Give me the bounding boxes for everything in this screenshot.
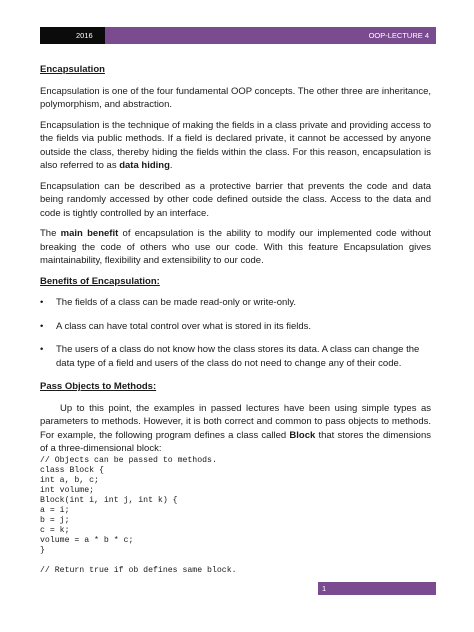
code-line: class Block { — [40, 465, 104, 475]
code-line: volume = a * b * c; — [40, 535, 134, 545]
code-line: // Objects can be passed to methods. — [40, 455, 217, 465]
code-line: int volume; — [40, 485, 95, 495]
heading-benefits: Benefits of Encapsulation: — [40, 275, 160, 287]
bullet-icon: • — [40, 297, 44, 308]
bullet-icon: • — [40, 320, 44, 332]
page-footer — [40, 582, 436, 595]
list-item: • The fields of a class can be made read-only or write-only. — [40, 297, 297, 308]
list-item: • The users of a class do not know how the class stores its data. A class can change the data type of a field and users of the class do not need to change any of their code. — [40, 344, 420, 369]
code-line: } — [40, 545, 45, 555]
list-item: • A class can have total control over what is stored in its fields. — [40, 320, 312, 332]
paragraph-1: Encapsulation is one of the four fundamental OOP concepts. The other three are inheritance, polymorphism, and abstraction. — [40, 85, 431, 110]
page-number: 1 — [318, 582, 436, 595]
code-line: c = k; — [40, 525, 70, 535]
bold-block: Block — [289, 429, 316, 441]
header-year: 2016 — [40, 27, 105, 44]
paragraph-4: The main benefit of encapsulation is the ability to modify our implemented code without breaking the code of others who use our code. With this feature Encapsulation gives maintainability, flexibility and extensibility to our code. — [40, 228, 432, 266]
paragraph-5: Up to this point, the examples in passed lectures have been using simple types as parameters to methods. However, it is both correct and common to pass objects to methods. For example, the following program defines a class called Block that stores the dimensions of a three-dimensional block: — [40, 402, 431, 454]
document-body — [40, 63, 431, 576]
code-line: a = i; — [40, 505, 70, 515]
code-line: b = j; — [40, 515, 70, 525]
paragraph-3: Encapsulation can be described as a protective barrier that prevents the code and data being randomly accessed by other code defined outside the class. Access to the data and code is tightly controlled by an interface. — [40, 180, 431, 219]
benefits-list — [40, 296, 431, 370]
bold-main-benefit: main benefit — [60, 228, 119, 239]
heading-pass-objects: Pass Objects to Methods: — [40, 381, 157, 392]
code-line: Block(int i, int j, int k) { — [40, 495, 178, 505]
code-line: int a, b, c; — [40, 475, 99, 485]
code-line: // Return true if ob defines same block. — [40, 565, 237, 575]
bold-data-hiding: data hiding — [119, 160, 170, 171]
page-header — [40, 27, 436, 44]
bullet-icon: • — [40, 344, 44, 355]
code-block — [40, 456, 431, 576]
header-lecture-title: OOP-LECTURE 4 — [105, 27, 436, 44]
paragraph-2: Encapsulation is the technique of making the fields in a class private and providing access to the fields via public methods. If a field is declared private, it cannot be accessed by anyone outside the class, thereby hiding the fields within the class. For this reason, encapsulation is also referred to as data hiding. — [40, 119, 431, 171]
heading-encapsulation: Encapsulation — [40, 64, 105, 75]
